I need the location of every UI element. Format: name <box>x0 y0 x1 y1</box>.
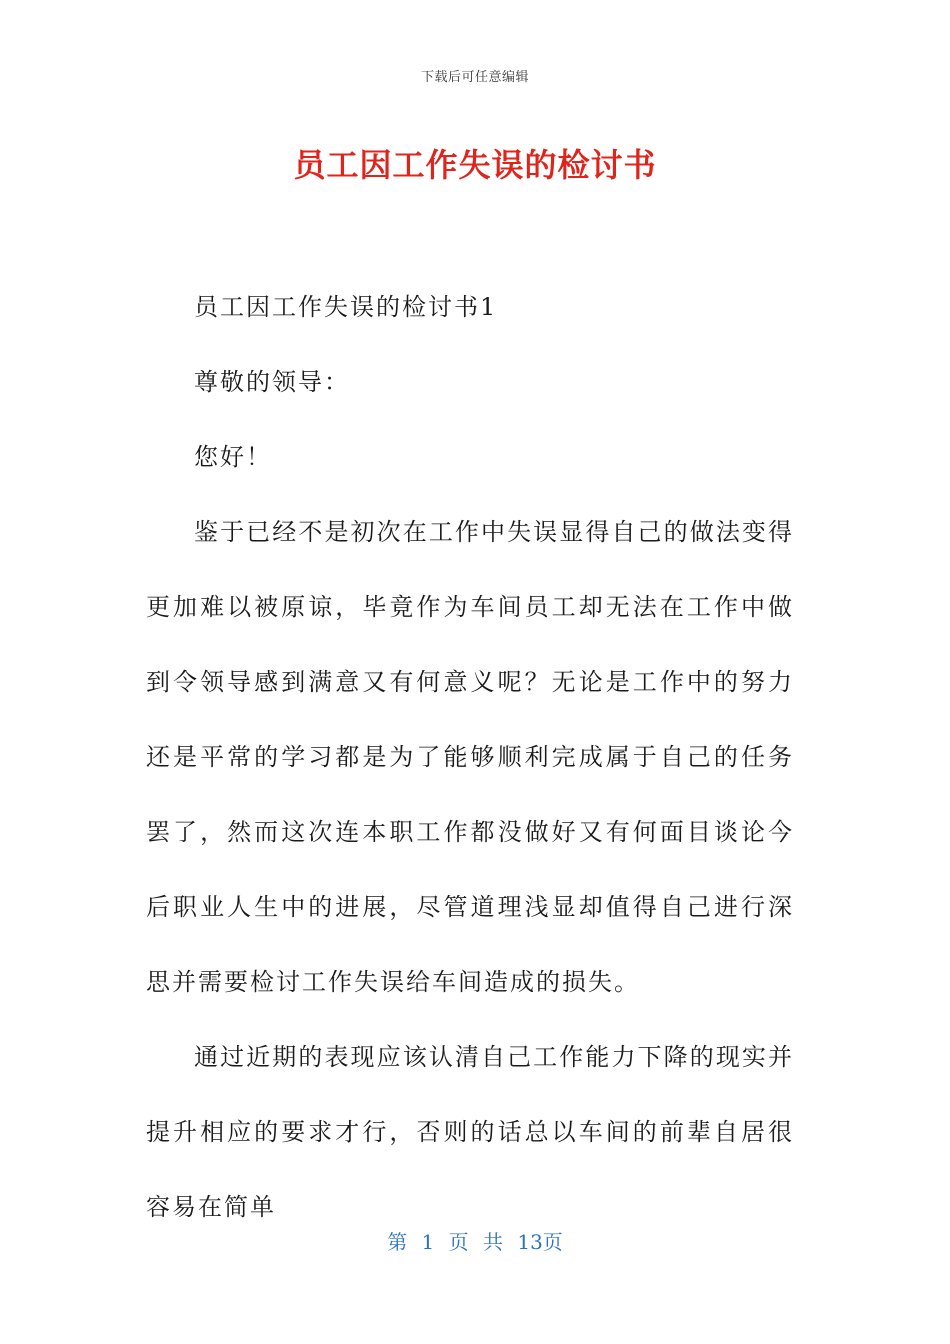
paragraph-salutation: 尊敬的领导： <box>194 368 350 396</box>
paragraph-body-2: 通过近期的表现应该认清自己工作能力下降的现实并提升相应的要求才行，否则的话总以车间的前辈自居很容易在简单 <box>146 1043 794 1221</box>
page-indicator: 第 1 页 共 13页 <box>387 1230 563 1254</box>
header-note: 下载后可任意编辑 <box>420 70 529 85</box>
paragraph-greeting: 您好！ <box>194 443 272 471</box>
document-title: 员工因工作失误的检讨书 <box>293 146 657 184</box>
document-body <box>146 270 794 1245</box>
paragraph-heading: 员工因工作失误的检讨书1 <box>194 293 498 321</box>
paragraph-body-1: 鉴于已经不是初次在工作中失误显得自己的做法变得更加难以被原谅，毕竟作为车间员工却无法在工作中做到令领导感到满意又有何意义呢？无论是工作中的努力还是平常的学习都是为了能够顺利完成属于自己的任务罢了，然而这次连本职工作都没做好又有何面目谈论今后职业人生中的进展，尽管道理浅显却值得自己进行深思并需要检讨工作失误给车间造成的损失。 <box>146 518 794 996</box>
